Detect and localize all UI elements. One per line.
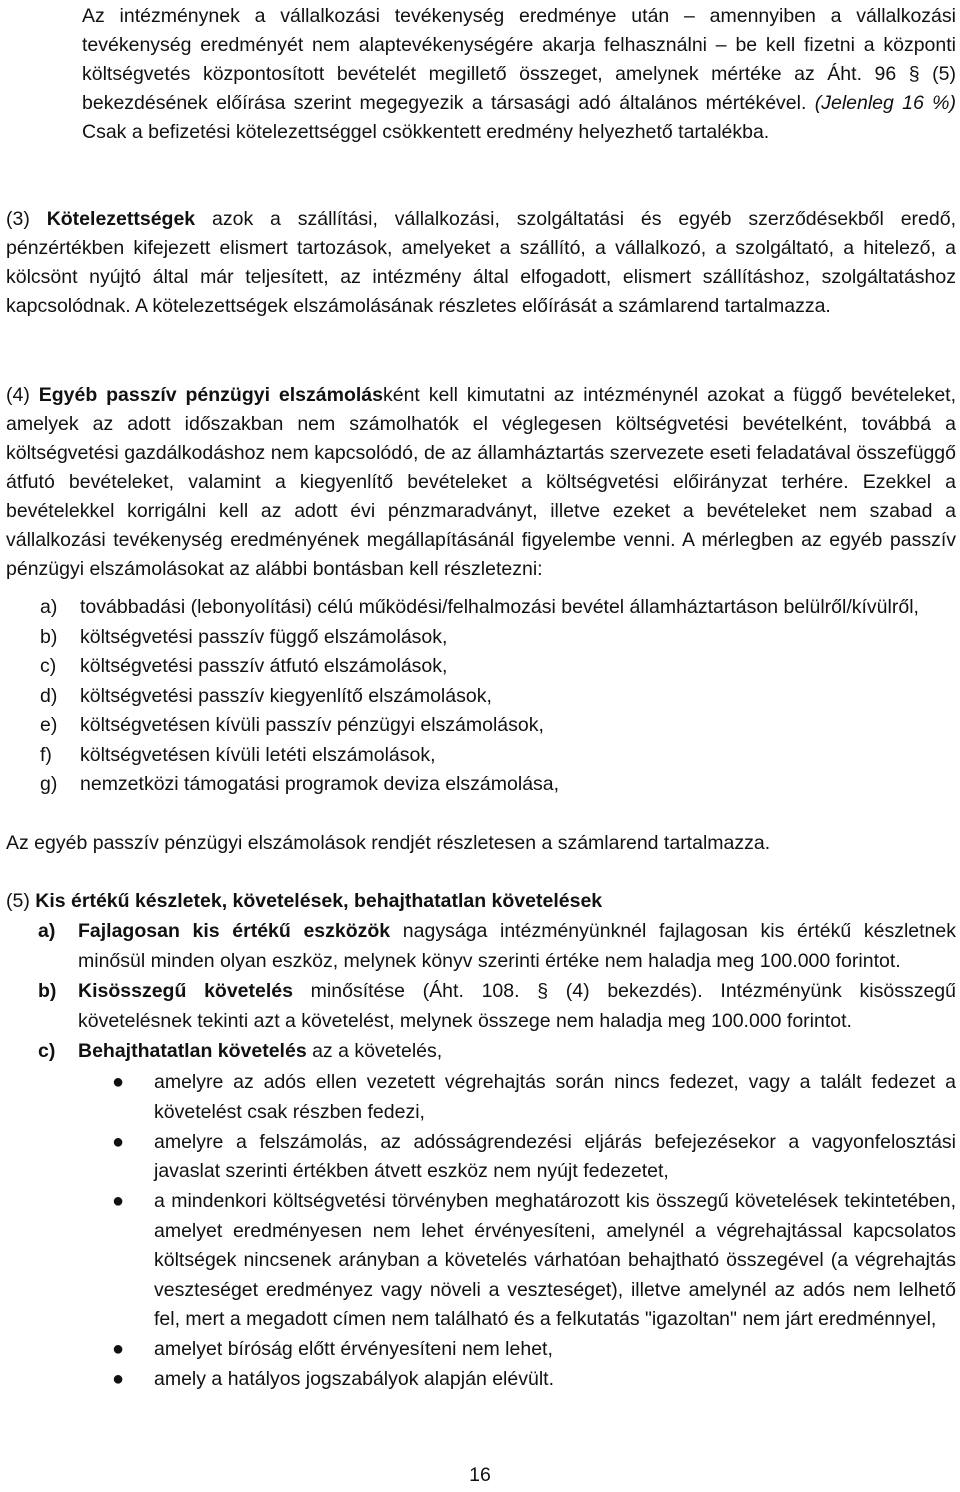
bullet-icon: ● bbox=[112, 1130, 125, 1153]
bullet-item: ● amelyet bíróság előtt érvényesíteni nem lehet, bbox=[112, 1335, 956, 1365]
bullet-icon: ● bbox=[112, 1190, 125, 1212]
paragraph-number: (5) bbox=[6, 890, 36, 912]
paragraph-text: azok a szállítási, vállalkozási, szolgáltatási és egyéb szerződésekből eredő, pénzértékben kifejezett elismert tartozások, amelyeket a szállító, a vállalkozó, a szolgáltató, a hitelező, a kölcsönt nyújtó által már teljesített, az intézmény által elfogadott, elismert szállításhoz, szolgáltatáshoz kapcsolódnak. A kötelezettségek elszámolásának részletes előírását a számlarend tartalmazza. bbox=[6, 208, 956, 317]
passive-settlement-list bbox=[40, 593, 956, 800]
list-item: g) nemzetközi támogatási programok deviza elszámolása, bbox=[40, 773, 560, 795]
list-item: d) költségvetési passzív kiegyenlítő elszámolások, bbox=[40, 684, 492, 707]
list-item: e) költségvetésen kívüli passzív pénzügyi elszámolások, bbox=[40, 714, 544, 736]
list-item: a) továbbadási (lebonyolítási) célú működési/felhalmozási bevétel államháztartáson belülről/kívülről, bbox=[40, 596, 919, 618]
list-item: b) költségvetési passzív függő elszámolások, bbox=[40, 625, 448, 648]
term-passive-settlement: Egyéb passzív pénzügyi elszámolás bbox=[38, 384, 383, 406]
sub-items bbox=[38, 917, 956, 1067]
list-item: c) költségvetési passzív átfutó elszámolások, bbox=[40, 655, 448, 677]
term-liabilities: Kötelezettségek bbox=[46, 208, 196, 230]
bullet-icon: ● bbox=[112, 1338, 125, 1360]
paragraph-text: ként kell kimutatni az intézménynél azokat a függő bevételeket, amelyek az adott időszakban nem számolhatók el véglegesen költségvetési bevételként, továbbá a költségvetési gazdálkodáshoz nem kapcsolódó, de az államháztartás szervezete eseti feladatával összefüggő átfutó bevételeket, valamint a kiegyenlítő bevételeket a költségvetési előirányzat terhére. Ezekkel a bevételekkel korrigálni kell az adott évi pénzmaradványt, illetve ezeket a bevételeket nem szabad a vállalkozási tevékenység eredményének megállapításánál figyelembe venni. A mérlegben az egyéb passzív pénzügyi elszámolásokat az alábbi bontásban kell részletezni: bbox=[6, 384, 957, 580]
sub-item-c: c) Behajthatatlan követelés az a követelés, bbox=[38, 1040, 443, 1062]
paragraph-text-rest: Csak a befizetési kötelezettséggel csökkentett eredmény helyezhető tartalékba. bbox=[82, 121, 770, 143]
paragraph-text: Az intézménynek a vállalkozási tevékenység eredménye után – amennyiben a vállalkozási tevékenység eredményét nem alaptevékenységére akarja felhasználni – be kell fizetni a központi költségvetés központosított bevételét megillető összeget, amelynek mértéke az Áht. 96 § (5) bekezdésének előírása szerint megegyezik a társasági adó általános mértékével. bbox=[82, 5, 956, 114]
section-title: Kis értékű készletek, követelések, behajthatatlan követelések bbox=[35, 890, 603, 912]
paragraph-number: (3) bbox=[6, 208, 47, 230]
bullet-item: ● amelyre az adós ellen vezetett végrehajtás során nincs fedezet, vagy a talált fedezet a követelést csak részben fedezi, bbox=[112, 1068, 956, 1127]
paragraph-profit-payment bbox=[82, 2, 956, 147]
sub-item-b: b) Kisösszegű követelés minősítése (Áht. 108. § (4) bekezdés). Intézményünk kisösszegű követelésnek tekinti azt a követelést, melynek összege nem haladja meg 100.000 forintot. bbox=[38, 980, 956, 1032]
bullet-list bbox=[112, 1068, 956, 1395]
bullet-icon: ● bbox=[112, 1368, 125, 1390]
paragraph-number: (4) bbox=[6, 384, 39, 406]
bullet-item: ● a mindenkori költségvetési törvényben meghatározott kis összegű követelések tekintetében, amelyet eredményesen nem lehet érvényesíteni, amelynél a végrehajtással kapcsolatos költségek nincsenek arányban a követelés várhatóan behajtható összegével (a végrehajtás veszteséget eredményez vagy növeli a veszteséget), illetve amelynél az adós nem lelhető fel, mert a megadott címen nem található és a felkutatás "igazoltan" nem járt eredménnyel, bbox=[112, 1187, 956, 1335]
list-item: f) költségvetésen kívüli letéti elszámolások, bbox=[40, 743, 436, 766]
bullet-item: ● amelyre a felszámolás, az adósságrendezési eljárás befejezésekor a vagyonfelosztási javaslat szerinti értékben átvett eszköz nem nyújt fedezetet, bbox=[112, 1128, 956, 1187]
italic-note: (Jelenleg 16 %) bbox=[814, 92, 957, 114]
bullet-icon: ● bbox=[112, 1071, 125, 1093]
section-heading-5 bbox=[6, 887, 956, 916]
bullet-item: ● amely a hatályos jogszabályok alapján elévült. bbox=[112, 1365, 956, 1395]
sub-item-a: a) Fajlagosan kis értékű eszközök nagysága intézményünknél fajlagosan kis értékű készletnek minősül minden olyan eszköz, melynek könyv szerinti értéke nem haladja meg 100.000 forintot. bbox=[38, 920, 956, 972]
paragraph-passive-settlements bbox=[6, 381, 956, 584]
paragraph-closing: Az egyéb passzív pénzügyi elszámolások rendjét részletesen a számlarend tartalmazza. bbox=[6, 832, 771, 854]
page-number: 16 bbox=[469, 1464, 491, 1486]
paragraph-liabilities bbox=[6, 205, 956, 321]
